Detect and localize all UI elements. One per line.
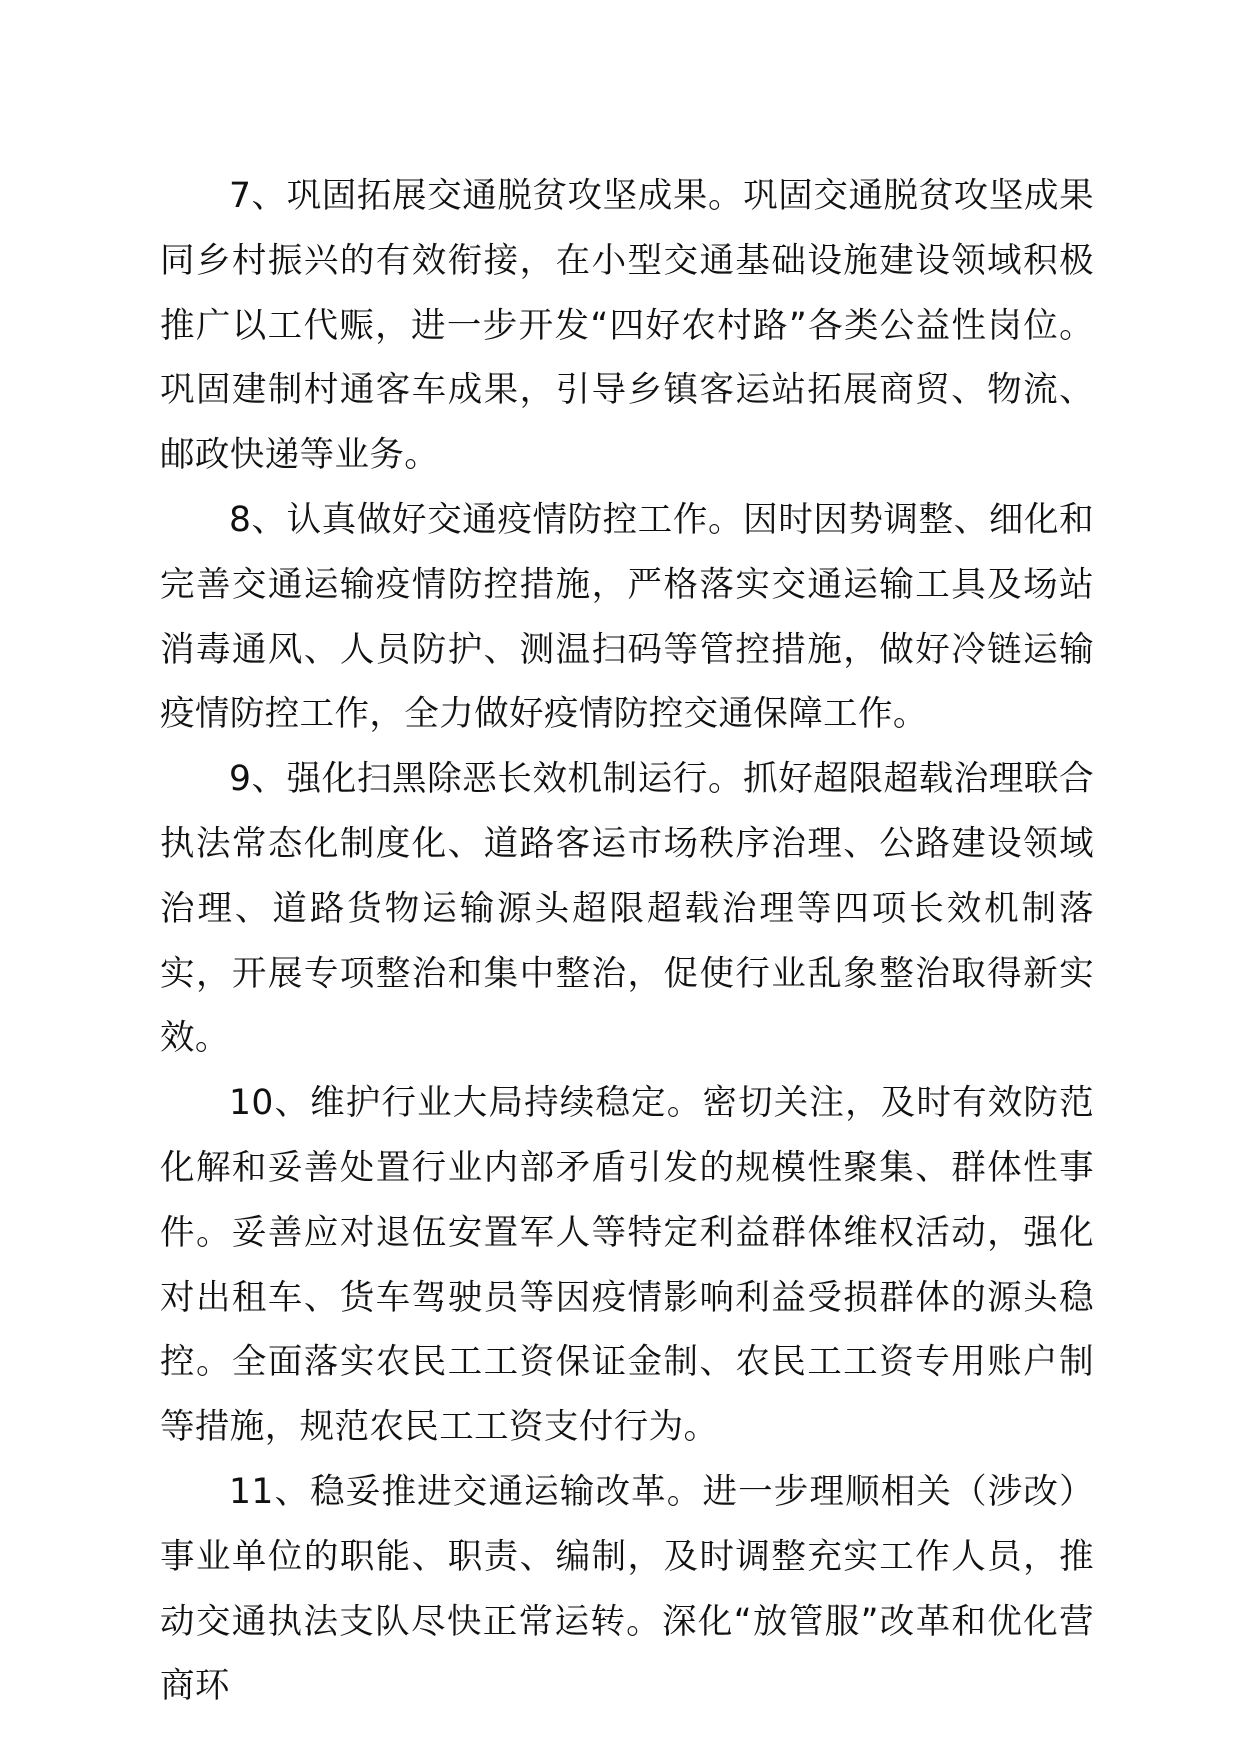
paragraph-10: 10、维护行业大局持续稳定。密切关注，及时有效防范化解和妥善处置行业内部矛盾引发的规模性聚集、群体性事件。妥善应对退伍安置军人等特定利益群体维权活动，强化对出租车、货车驾驶员等因疫情影响利益受损群体的源头稳控。全面落实农民工工资保证金制、农民工工资专用账户制等措施，规范农民工工资支付行为。 [160,1083,1094,1448]
document-body [160,164,1094,1719]
paragraph-11: 11、稳妥推进交通运输改革。进一步理顺相关（涉改）事业单位的职能、职责、编制，及时调整充实工作人员，推动交通执法支队尽快正常运转。深化“放管服”改革和优化营商环 [160,1471,1094,1707]
paragraph-7: 7、巩固拓展交通脱贫攻坚成果。巩固交通脱贫攻坚成果同乡村振兴的有效衔接，在小型交通基础设施建设领域积极推广以工代赈，进一步开发“四好农村路”各类公益性岗位。巩固建制村通客车成果，引导乡镇客运站拓展商贸、物流、邮政快递等业务。 [160,176,1094,476]
paragraph-8: 8、认真做好交通疫情防控工作。因时因势调整、细化和完善交通运输疫情防控措施，严格落实交通运输工具及场站消毒通风、人员防护、测温扫码等管控措施，做好冷链运输疫情防控工作，全力做好疫情防控交通保障工作。 [160,499,1094,735]
paragraph-9: 9、强化扫黑除恶长效机制运行。抓好超限超载治理联合执法常态化制度化、道路客运市场秩序治理、公路建设领域治理、道路货物运输源头超限超载治理等四项长效机制落实，开展专项整治和集中整治，促使行业乱象整治取得新实效。 [160,759,1094,1059]
